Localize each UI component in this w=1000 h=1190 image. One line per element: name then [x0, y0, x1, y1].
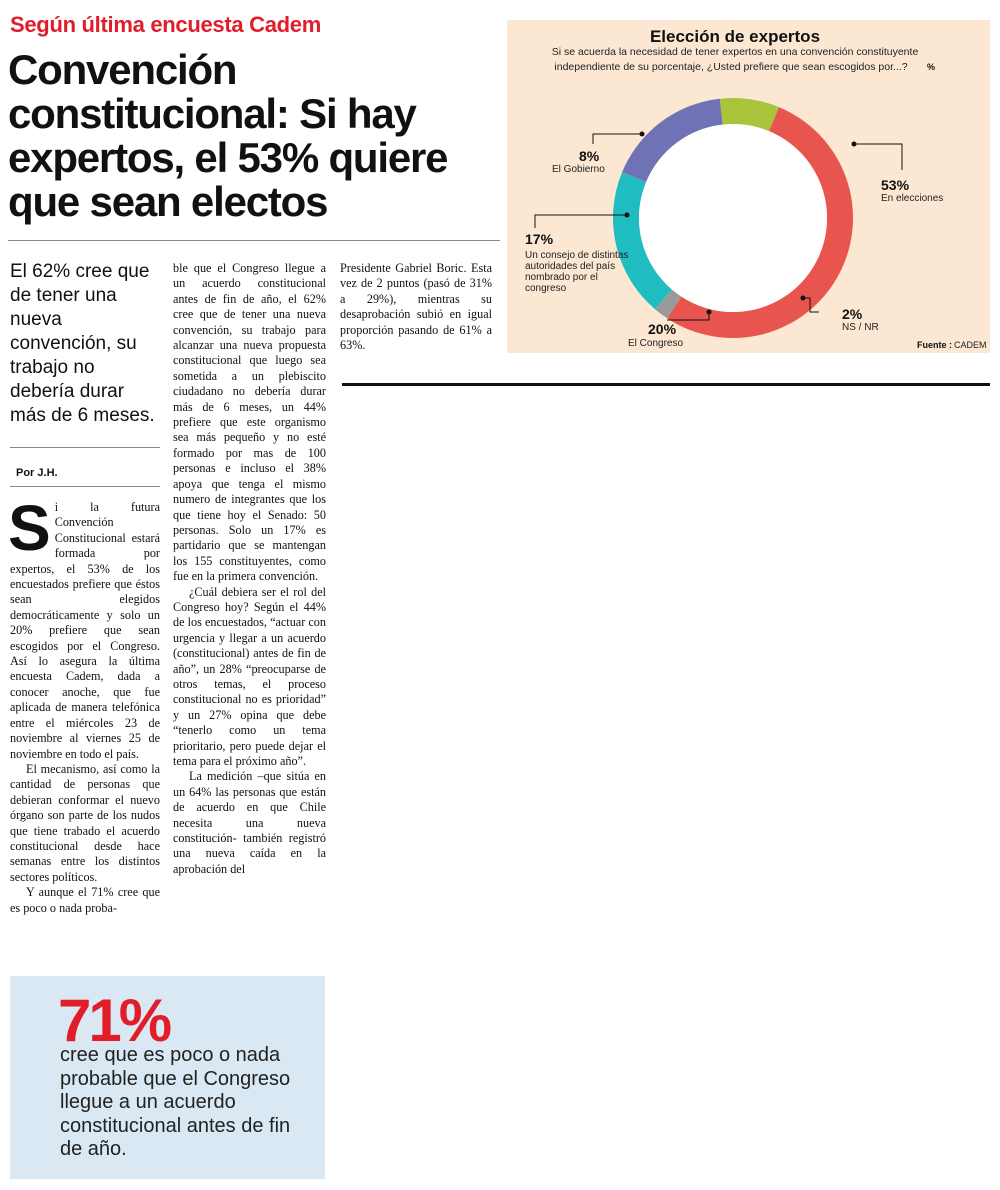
slice-value-label: 17% — [525, 231, 554, 247]
byline-divider — [10, 486, 160, 487]
deck-divider — [10, 447, 160, 448]
highlight-percentage: 71% — [58, 987, 170, 1054]
slice-category-label: El Congreso — [628, 338, 684, 349]
slice-value-label: 20% — [648, 321, 677, 337]
source-label: Fuente : — [917, 340, 952, 350]
donut-hole — [639, 124, 827, 312]
article-column-1 — [8, 492, 160, 916]
leader-dot — [801, 296, 806, 301]
slice-category-label: autoridades del país — [525, 261, 616, 272]
leader-dot — [852, 142, 857, 147]
paragraph: ¿Cuál debiera ser el rol del Congreso hoy? Según el 44% de los encuestados, “actuar con urgencia y llegar a un acuerdo (constitucional) antes de fin de año”, un 28% “preocuparse de otros temas, el proceso constitucional no es prioridad” y un 27% opina que debe “tenerlo como un tema prioritario, pero puede dejar el tema para el próximo año”. — [173, 584, 326, 768]
slice-category-label: El Gobierno — [552, 164, 605, 175]
deck-line: El 62% cree que — [10, 261, 150, 282]
drop-cap: S — [8, 492, 51, 564]
slice-value-label: 53% — [881, 177, 910, 193]
headline-line: Convención — [8, 46, 237, 93]
paragraph: El mecanismo, así como la cantidad de personas que debieran conformar el nuevo órgano son parte de los nudos que tiene trabado el acuerdo constitucional desde hace semanas entre los distintos sectores políticos. — [10, 761, 160, 884]
headline-line: expertos, el 53% quiere — [8, 134, 448, 181]
chart-subtitle-line: Si se acuerda la necesidad de tener expertos en una convención constituyente — [551, 46, 919, 58]
paragraph: Y aunque el 71% cree que es poco o nada proba- — [10, 885, 160, 915]
leader-dot — [640, 132, 645, 137]
paragraph — [8, 492, 160, 762]
leader-line — [854, 144, 902, 170]
chart-unit: % — [927, 62, 936, 72]
headline-line: constitucional: Si hay — [8, 90, 416, 137]
chart-subtitle-line: independiente de su porcentaje, ¿Usted prefiere que sean escogidos por...? — [554, 61, 908, 73]
slice-category-label: Un consejo de distintas — [525, 250, 629, 261]
paragraph: La medición –que sitúa en un 64% las personas que están de acuerdo en que Chile necesita una nueva constitución- también registró una nueva caída en la aprobación del — [173, 769, 326, 876]
deck-line: debería durar — [10, 381, 125, 402]
deck-line: trabajo no — [10, 357, 95, 378]
deck — [10, 260, 160, 428]
leader-dot — [707, 310, 712, 315]
chart-title: Elección de expertos — [649, 27, 821, 46]
byline: Por J.H. — [16, 467, 58, 479]
section-divider — [342, 383, 990, 386]
paragraph-text: i la futura Convención Constitucional estará formada por expertos, el 53% de los encuestados prefiere que éstos sean elegidos democráticamente y solo un 20% prefiere que sean escogidos por el Congreso. Así lo asegura la última encuesta Cadem, dada a conocer anoche, que fue aplicada de manera telefónica entre el miércoles 23 de noviembre al viernes 25 de noviembre en todo el país. — [10, 500, 160, 761]
donut-slices — [613, 98, 853, 338]
slice-value-label: 8% — [579, 148, 600, 164]
source-value: CADEM — [954, 340, 987, 350]
article-column-2 — [173, 261, 326, 877]
slice-category-label: congreso — [525, 283, 567, 294]
article-column-3 — [340, 261, 492, 353]
headline-divider — [8, 240, 500, 241]
paragraph: ble que el Congreso llegue a un acuerdo constitucional antes de fin de año, el 62% cree que de tener una nueva convención, su trabajo para alcanzar una nueva propuesta constitucional que luego sea sometida a un plebiscito ciudadano no debería durar más de 6 meses, un 44% prefiere que este organismo sea más pequeño y no esté formado por mas de 100 personas e incluso el 38% apoya que tenga el mismo numero de integrantes que los que tiene hoy el Senado: 50 personas. Solo un 17% es partidario que se mantengan los 155 constituyentes, como fue en la primera convención. — [173, 261, 326, 584]
chart-panel — [507, 20, 990, 353]
deck-line: convención, su — [10, 333, 137, 354]
slice-category-label: NS / NR — [842, 322, 879, 333]
slice-category-label: En elecciones — [881, 193, 944, 204]
headline — [8, 48, 503, 224]
slice-category-label: nombrado por el — [525, 272, 598, 283]
leader-line — [593, 134, 642, 144]
kicker: Según última encuesta Cadem — [10, 12, 321, 37]
slice-value-label: 2% — [842, 306, 863, 322]
paragraph: Presidente Gabriel Boric. Esta vez de 2 puntos (pasó de 31% a 29%), mientras su desaprobación subió en igual proporción pasando de 61% a 63%. — [340, 261, 492, 353]
deck-line: más de 6 meses. — [10, 405, 155, 426]
deck-line: de tener una — [10, 285, 117, 306]
donut-chart — [507, 20, 990, 353]
deck-line: nueva — [10, 309, 62, 330]
headline-line: que sean electos — [8, 178, 328, 225]
highlight-text: cree que es poco o nada probable que el Congreso llegue a un acuerdo constitucional antes de fin de año. — [60, 1044, 291, 1160]
leader-dot — [625, 213, 630, 218]
